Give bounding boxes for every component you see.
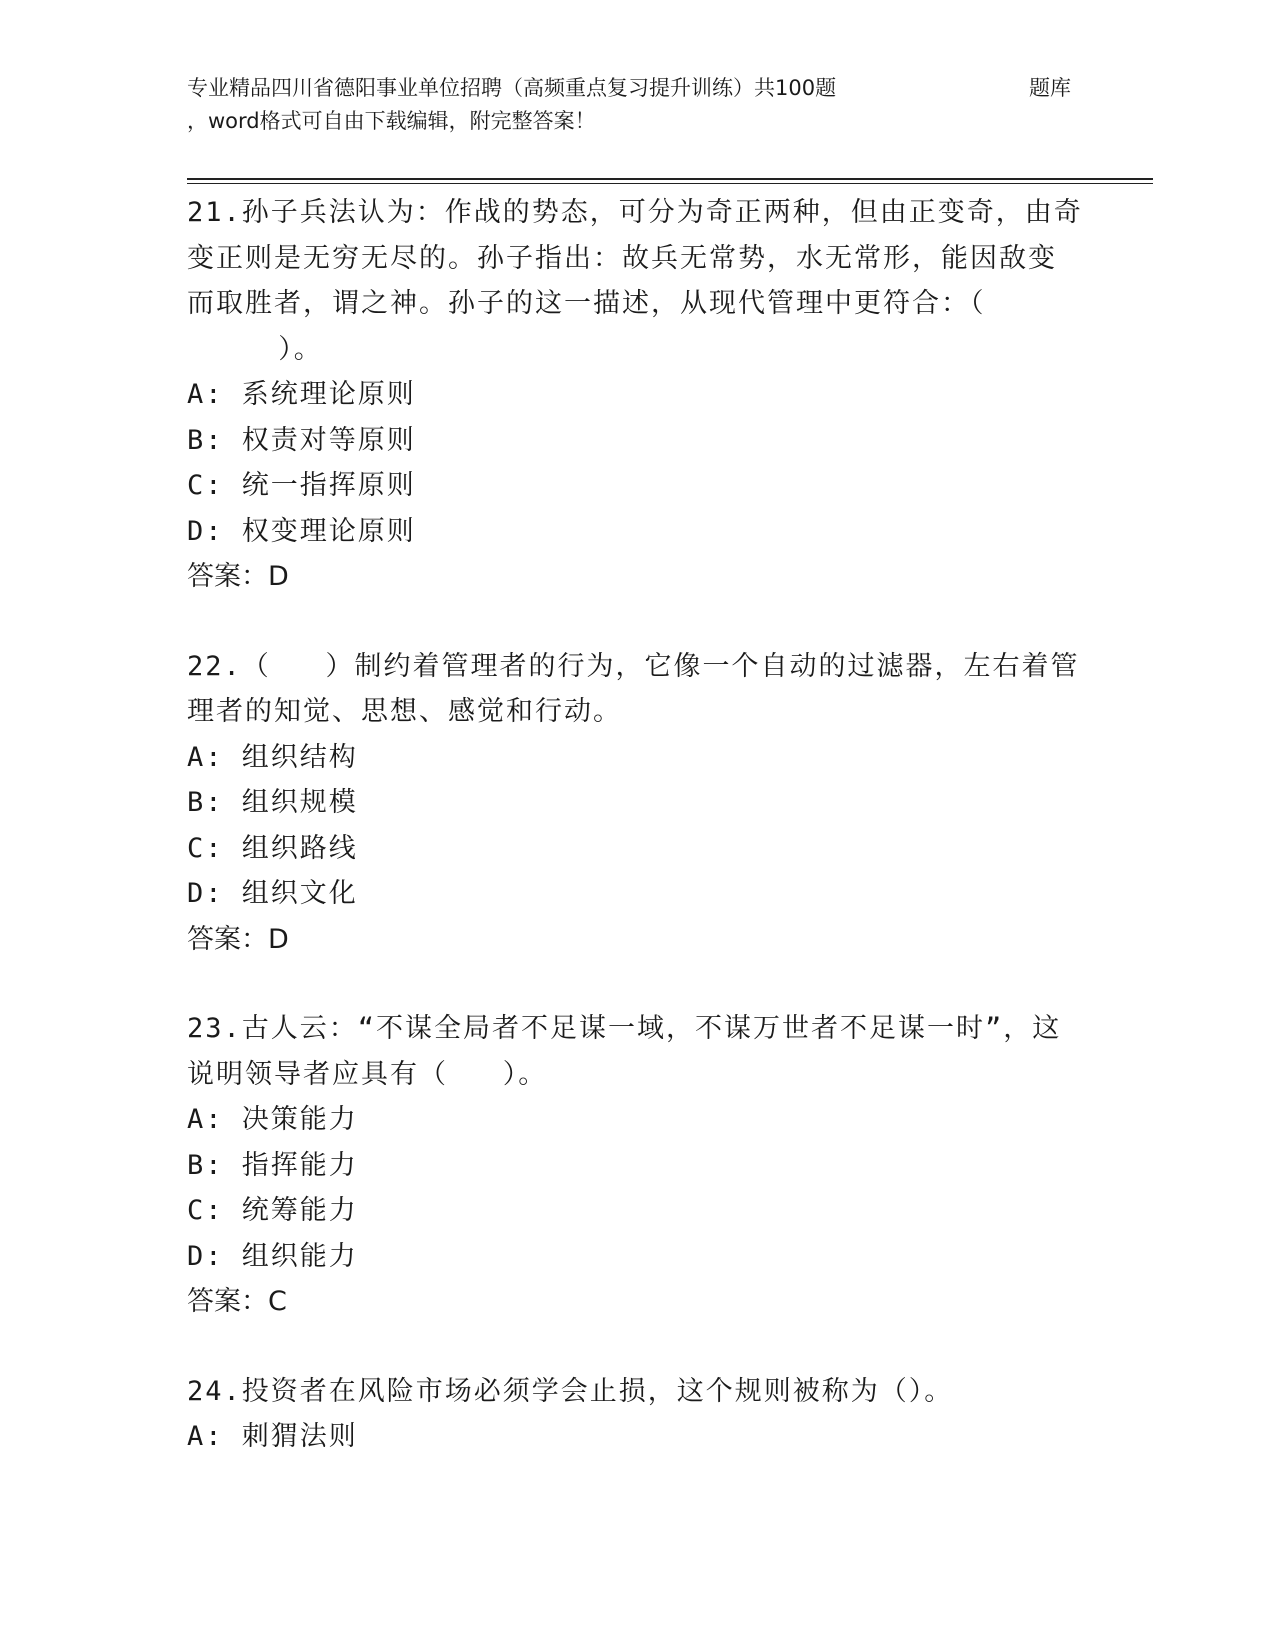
option-b: B: 权责对等原则 xyxy=(187,424,416,456)
question-23 xyxy=(187,1006,1087,1325)
question-21 xyxy=(187,190,1087,600)
question-22 xyxy=(187,644,1087,963)
answer: 答案：D xyxy=(187,561,289,592)
option-d: D: 组织能力 xyxy=(187,1240,358,1272)
option-d: D: 权变理论原则 xyxy=(187,515,416,547)
option-c: C: 统筹能力 xyxy=(187,1195,358,1226)
question-text-line: 而取胜者，谓之神。孙子的这一描述，从现代管理中更符合：（ xyxy=(187,288,986,319)
question-text-line: 理者的知觉、思想、感觉和行动。 xyxy=(187,696,622,727)
header-tag: 题库 xyxy=(1029,76,1071,100)
header-divider-thin xyxy=(187,183,1153,184)
option-b: B: 指挥能力 xyxy=(187,1149,358,1181)
answer: 答案：C xyxy=(187,1286,287,1317)
question-text-line: 22.（ ）制约着管理者的行为，它像一个自动的过滤器，左右着管 xyxy=(187,650,1080,682)
option-d: D: 组织文化 xyxy=(187,878,358,909)
option-a: A: 组织结构 xyxy=(187,741,358,773)
option-b: B: 组织规模 xyxy=(187,787,358,818)
question-24 xyxy=(187,1369,1087,1460)
question-text-line: 变正则是无穷无尽的。孙子指出：故兵无常势，水无常形，能因敌变 xyxy=(187,242,1057,274)
option-c: C: 组织路线 xyxy=(187,832,358,864)
question-text-line: 21.孙子兵法认为：作战的势态，可分为奇正两种，但由正变奇，由奇 xyxy=(187,197,1083,228)
answer: 答案：D xyxy=(187,923,289,955)
option-a: A: 刺猬法则 xyxy=(187,1421,358,1452)
header-title-line xyxy=(187,72,1127,105)
header-title: 专业精品四川省德阳事业单位招聘（高频重点复习提升训练）共100题 xyxy=(187,76,837,100)
option-a: A: 系统理论原则 xyxy=(187,379,416,410)
question-list xyxy=(187,190,1087,1504)
page-header xyxy=(187,72,1127,138)
option-a: A: 决策能力 xyxy=(187,1104,358,1135)
header-divider-thick xyxy=(187,178,1153,180)
question-text-line: 23.古人云：“不谋全局者不足谋一域，不谋万世者不足谋一时”，这 xyxy=(187,1013,1062,1044)
option-c: C: 统一指挥原则 xyxy=(187,470,416,501)
header-subtitle: ，word格式可自由下载编辑，附完整答案！ xyxy=(187,109,596,133)
question-text-line: ）。 xyxy=(187,333,323,365)
question-text-line: 24.投资者在风险市场必须学会止损，这个规则被称为（）。 xyxy=(187,1375,954,1407)
question-text-line: 说明领导者应具有（ ）。 xyxy=(187,1058,548,1090)
